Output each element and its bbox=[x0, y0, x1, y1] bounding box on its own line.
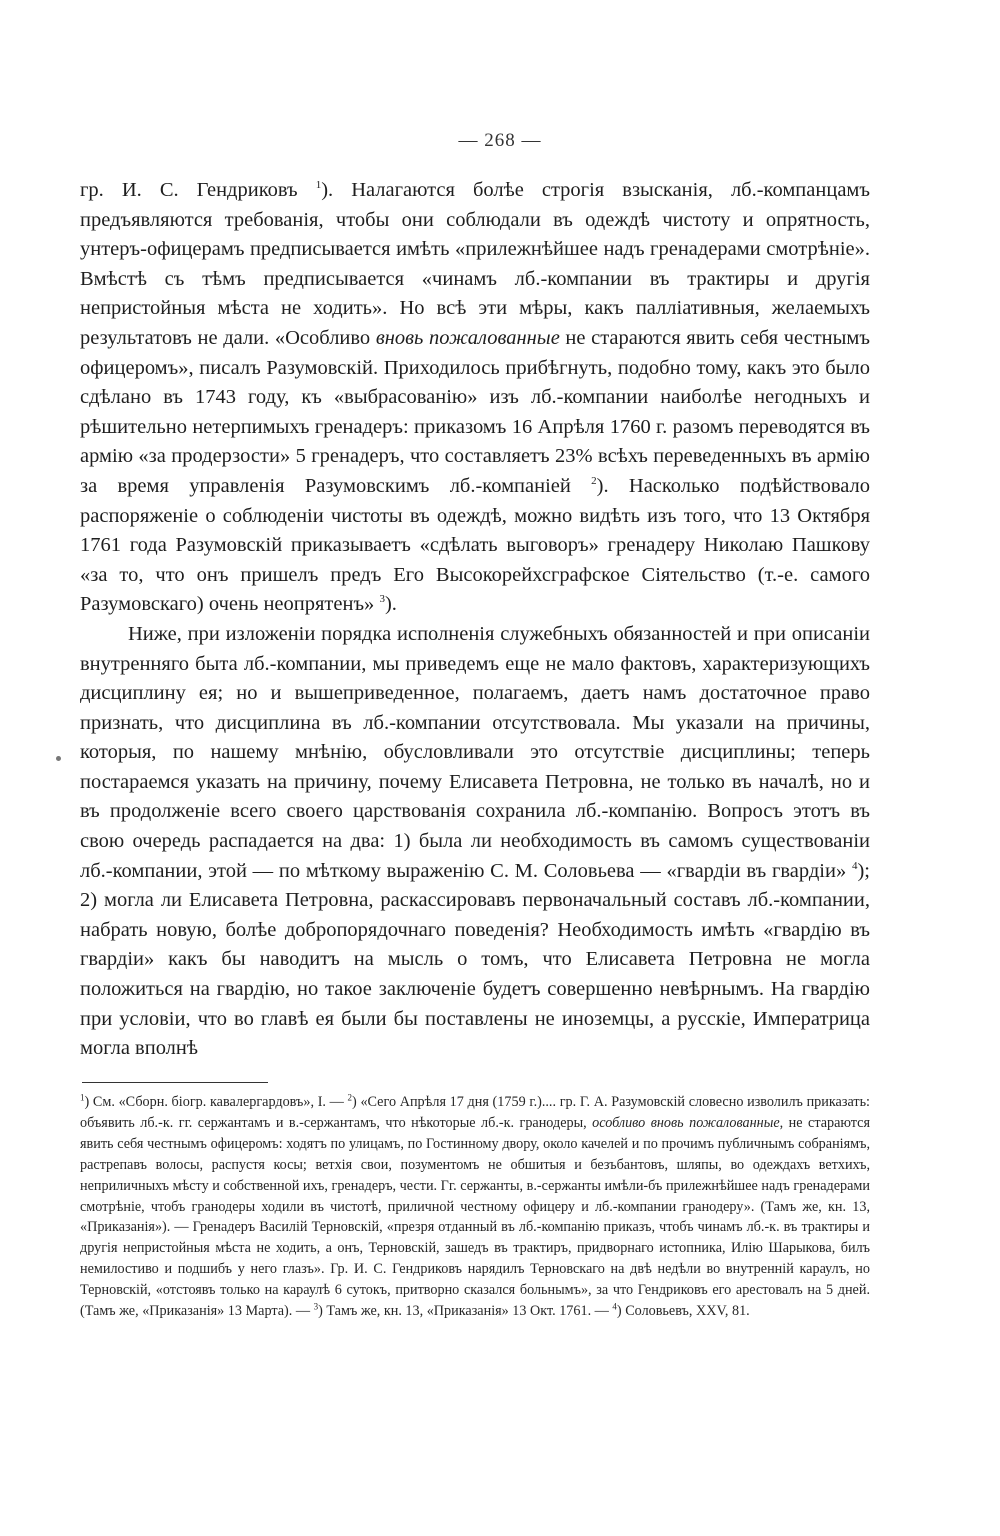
footnote-marker: 4 bbox=[851, 859, 858, 872]
text-run: гр. И. С. Гендриковъ bbox=[80, 179, 316, 201]
text-run: ); 2) могла ли Елисавета Петровна, раскассировавъ первоначальный составъ лб.-компании, набрать новую, болѣе добропорядочнаго поведенія? Необходимость имѣть «гвардію въ гвардіи» какъ бы наводитъ на мысль о томъ, что Елисавета Петровна не могла положиться на гвардію, но такое заключеніе будетъ совершенно невѣрнымъ. На гвардію при условіи, что во главѣ ея были бы поставлены не иноземцы, а русскіе, Императрица могла вполнѣ bbox=[80, 859, 870, 1060]
footnote-separator bbox=[82, 1082, 268, 1083]
footnote-marker: 2 bbox=[347, 1092, 353, 1103]
footnote-marker: 3 bbox=[313, 1301, 319, 1312]
footnotes bbox=[80, 1092, 870, 1322]
text-run: ) См. «Сборн. біогр. кавалергардовъ», I. — bbox=[84, 1094, 348, 1110]
paragraph bbox=[80, 176, 870, 620]
text-run: , не стараются явить себя честнымъ офицеромъ: ходятъ по улицамъ, по Гостинному двору, около качелей и по прочимъ публичнымъ собраніямъ, растрепавъ волосы, распустя косы; ветхія свои, позументомъ не обшитыя и безъбантовъ, шляпы, во одеждахъ ветхихъ, неприличныхъ мѣсту и собственной ихъ, гренадеръ, чести. Гг. сержанты, в.-сержанты имѣли-бъ прилежнѣйшее надъ гренадерами смотрѣніе, чтобъ гранодеры ходили въ чистотѣ, приличной честному офицеру и лб.-компании гранодеру». (Тамъ же, кн. 13, «Приказанія»). — Гренадеръ Василій Терновскій, «презря отданный въ лб.-компанію приказъ, чтобъ чинамъ лб.-к. въ трактиры и другія непристойныя мѣста не ходить, а онъ, Терновскій, зашедъ въ трактиръ, придворнаго истопника, Илію Шарыкова, билъ немилостиво и подшибъ у него глазъ». Гр. И. С. Гендриковъ нарядилъ Терновскаго на двѣ недѣли во внутренній караулъ, но Терновскій, «отстоявъ только на караулѣ 6 сутокъ, притворно сказался больнымъ», за что Гендриковъ его арестовалъ на 5 дней. (Тамъ же, «Приказанія» 13 Марта). — bbox=[80, 1114, 870, 1320]
paragraph bbox=[80, 620, 870, 1064]
text-run: ). Насколько подѣйствовало распоряженіе о соблюденіи чистоты въ одеждѣ, можно видѣть изъ того, что 13 Октября 1761 года Разумовскій приказываетъ «сдѣлать выговоръ» гренадеру Николаю Пашкову «за то, что онъ пришелъ предъ Его Высокорейхсграфское Сіятельство (т.-е. самого Разумовскаго) очень неопрятенъ» bbox=[80, 474, 871, 616]
text-run: ) Соловьевъ, XXV, 81. bbox=[616, 1303, 750, 1320]
italic-text: вновь пожалованные bbox=[375, 326, 560, 349]
margin-mark bbox=[56, 756, 61, 761]
footnote-marker: 2 bbox=[591, 475, 597, 488]
main-text bbox=[80, 176, 870, 1064]
text-run: ). bbox=[384, 593, 397, 616]
footnote-marker: 4 bbox=[612, 1301, 617, 1312]
text-run: не стараются явить себя честнымъ офицеромъ», писалъ Разумовскій. Приходилось прибѣгнуть, подобно тому, какъ это было сдѣлано въ 1743 году, къ «выбрасованію» изъ лб.-компании наиболѣе негодныхъ и рѣшительно нетерпимыхъ гренадеръ: приказомъ 16 Апрѣля 1760 г. разомъ переводятся въ армію «за продерзости» 5 гренадеръ, что составляетъ 23% всѣхъ переведенныхъ въ армію за время управленія Разумовскимъ лб.-компанiей bbox=[80, 326, 870, 497]
text-run: ) Тамъ же, кн. 13, «Приказанія» 13 Окт. 1761. — bbox=[318, 1303, 613, 1320]
footnote-marker: 3 bbox=[379, 593, 385, 606]
text-run: ). Налагаются болѣе строгія взысканія, лб.-компанцамъ предъявляются требованія, чтобы они соблюдали въ одеждѣ чистоту и опрятность, унтеръ-офицерамъ предписывается имѣть «прилежнѣйшее надъ гренадерами смотрѣніе». Вмѣстѣ съ тѣмъ предписывается «чинамъ лб.-компании въ трактиры и другія непристойныя мѣста не ходить». Но всѣ эти мѣры, какъ палліативныя, желаемыхъ результатовъ не дали. «Особливо bbox=[80, 179, 870, 349]
footnote-marker: 1 bbox=[80, 1092, 85, 1103]
text-run: ) «Сего Апрѣля 17 дня (1759 г.).... гр. Г. А. Разумовскій словесно изволилъ приказать: объявить лб.-к. гг. сержантамъ и в.-сержантамъ, что нѣкоторые лб.-к. гранодеры, bbox=[80, 1094, 870, 1131]
italic-text: особливо вновь пожалованные bbox=[592, 1114, 780, 1131]
text-run: Ниже, при изложеніи порядка исполненія служебныхъ обязанностей и при описаніи внутренняго быта лб.-компании, мы приведемъ еще не мало фактовъ, характеризующихъ дисциплину ея; но и вышеприведенное, полагаемъ, даетъ намъ достаточное право признать, что дисциплина въ лб.-компании отсутствовала. Мы указали на причины, которыя, по нашему мнѣнію, обусловливали это отсутствіе дисциплины; теперь постараемся указать на причину, почему Елисавета Петровна, не только въ началѣ, но и въ продолженіе всего своего царствованія сохранила лб.-компанію. Вопросъ этотъ въ свою очередь распадается на два: 1) была ли необходимость въ самомъ существованіи лб.-компании, этой — по мѣткому выраженію С. М. Соловьева — «гвардіи въ гвардіи» bbox=[80, 622, 870, 882]
footnote-marker: 1 bbox=[315, 179, 322, 192]
page-number: — 268 — bbox=[458, 130, 542, 151]
